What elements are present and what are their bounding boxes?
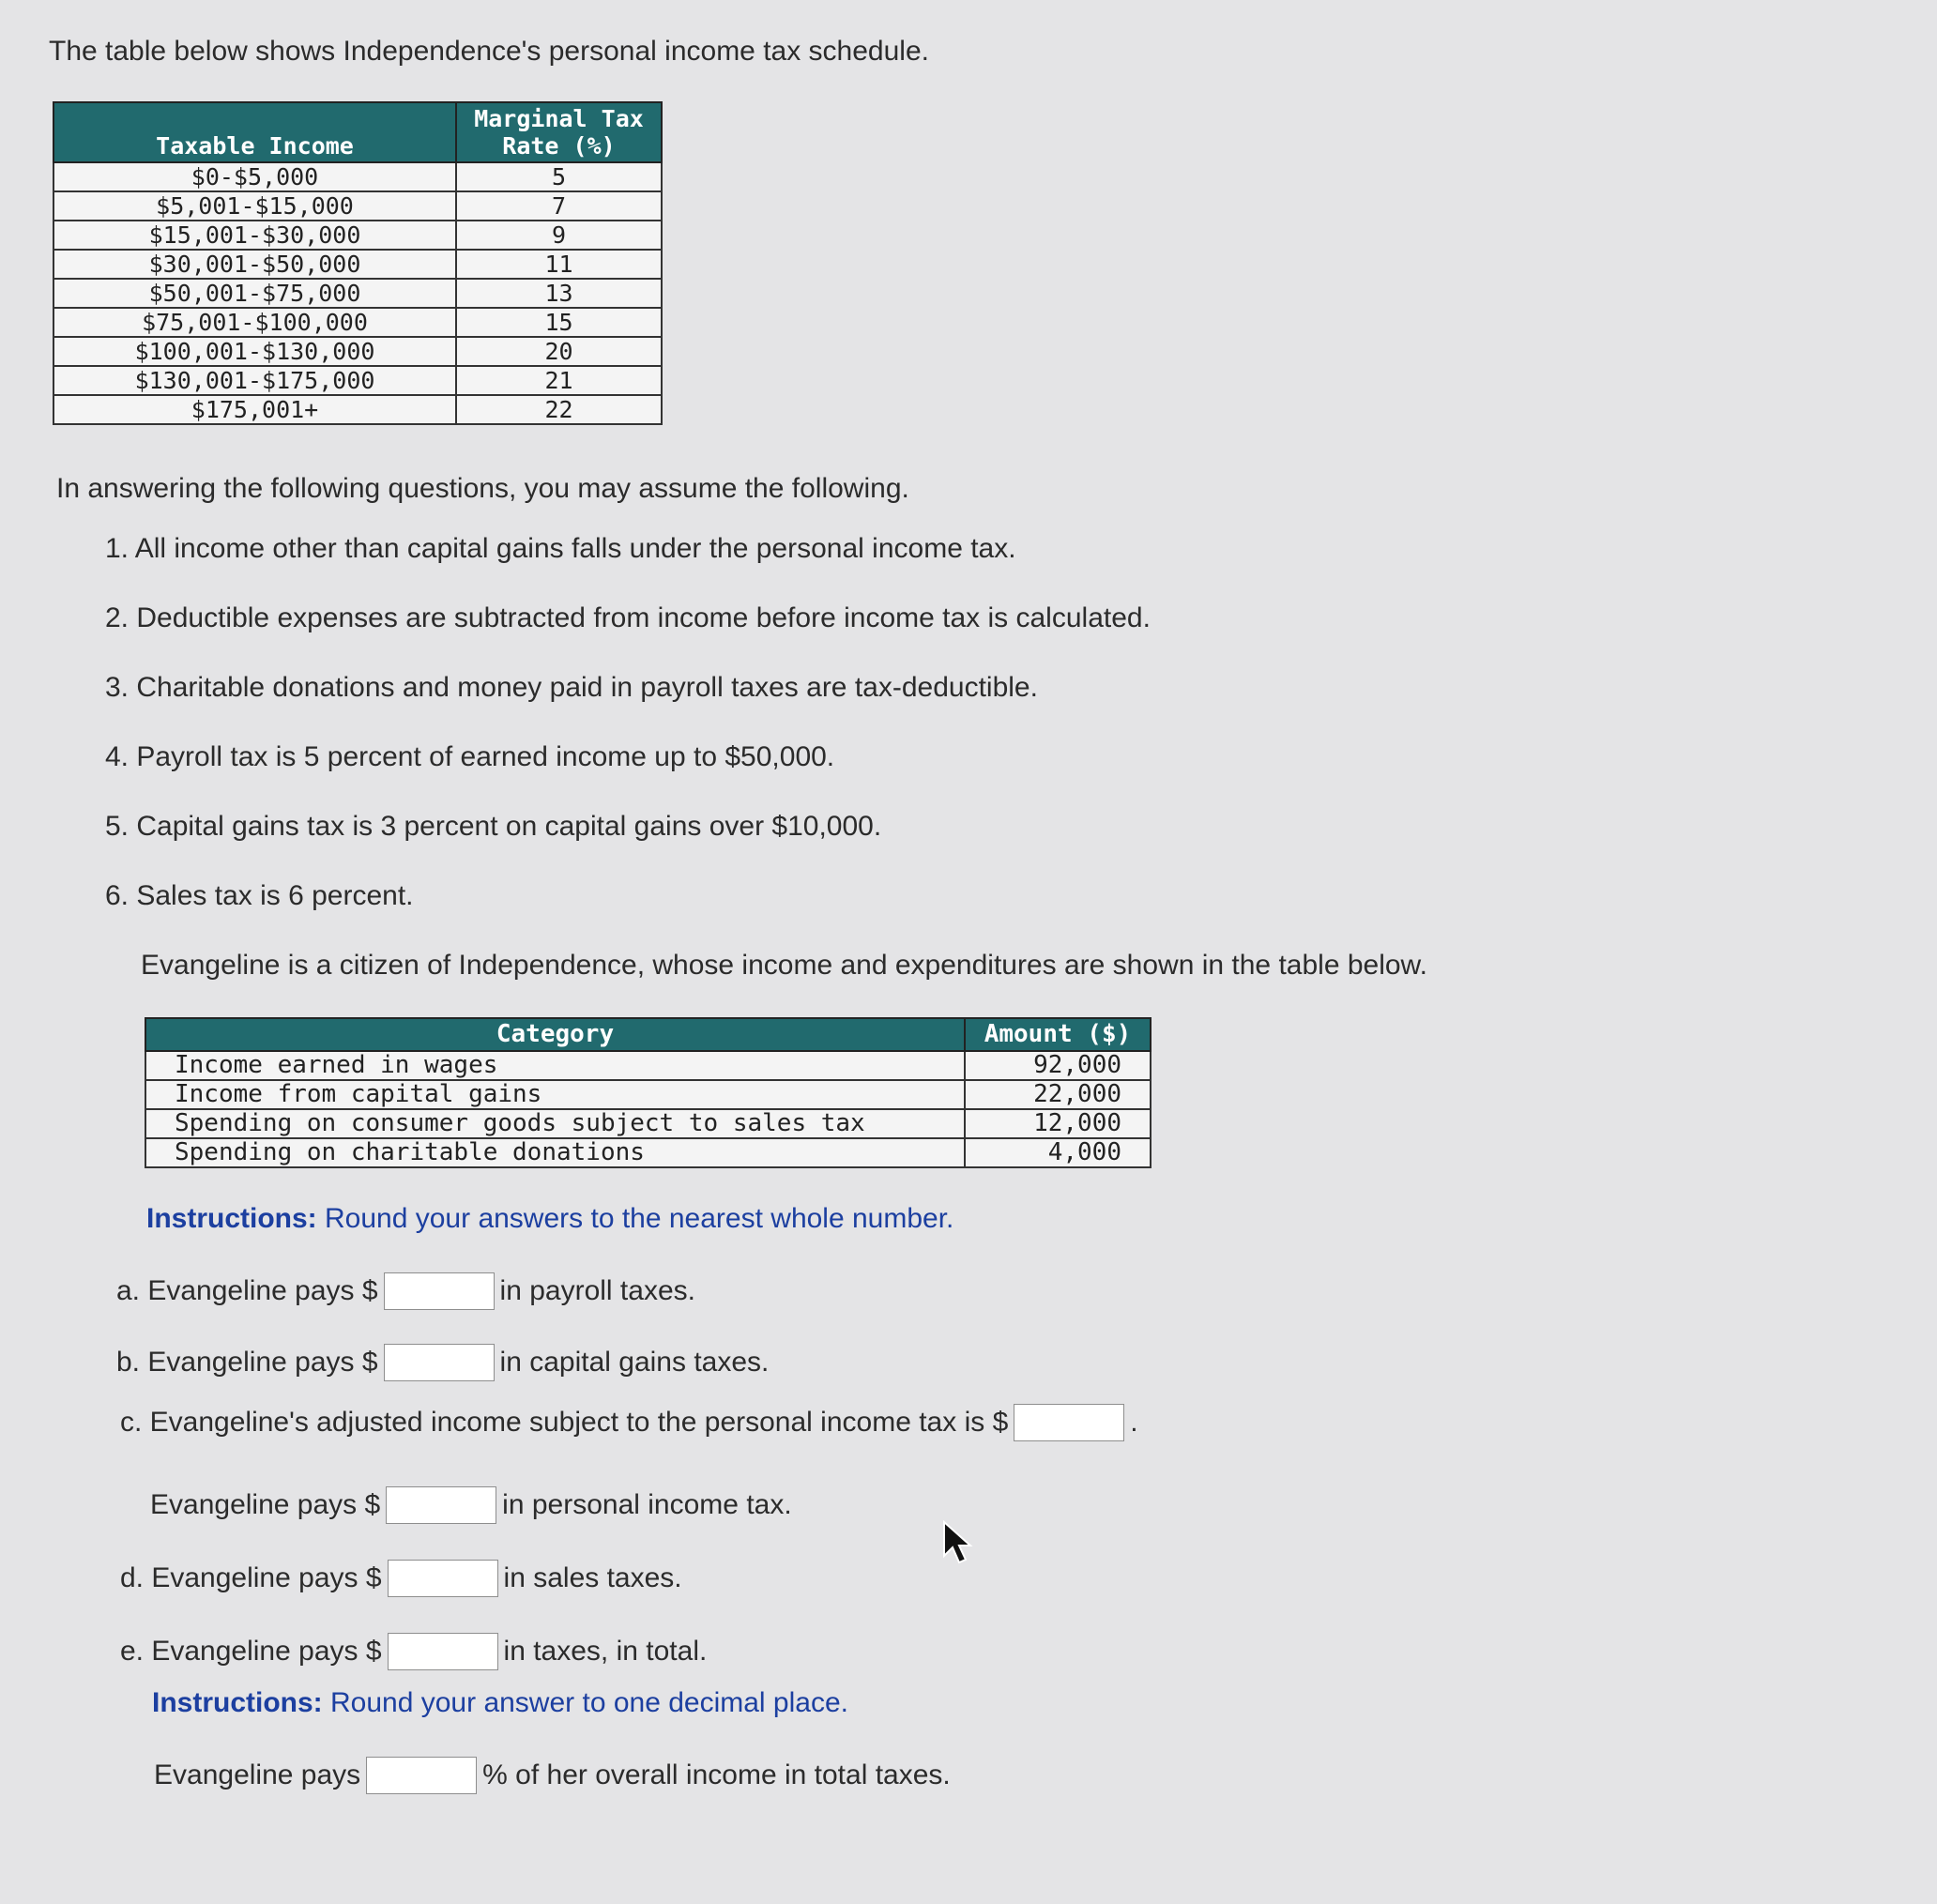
capital-gains-tax-input[interactable] (384, 1344, 495, 1381)
rate-cell: 9 (456, 221, 662, 250)
income-cell: $0-$5,000 (53, 162, 456, 191)
header-marginal-rate: Marginal Tax Rate (%) (456, 102, 662, 162)
question-e-prefix: e. Evangeline pays $ (120, 1636, 382, 1667)
instructions-whole-number (146, 1203, 953, 1235)
question-final-prefix: Evangeline pays (154, 1759, 361, 1790)
header-taxable-income: Taxable Income (53, 102, 456, 162)
evangeline-intro: Evangeline is a citizen of Independence, whose income and expenditures are shown in the table below. (141, 950, 1427, 981)
income-cell: $50,001-$75,000 (53, 279, 456, 308)
amount-cell: 22,000 (965, 1080, 1151, 1109)
question-d-suffix: in sales taxes. (503, 1562, 682, 1593)
instructions-label: Instructions: (146, 1203, 317, 1234)
table-row (53, 279, 662, 308)
question-c2 (150, 1486, 792, 1524)
list-item: 5. Capital gains tax is 3 percent on capital gains over $10,000. (105, 811, 882, 842)
table-row (53, 308, 662, 337)
income-cell: $130,001-$175,000 (53, 366, 456, 395)
list-item: 1. All income other than capital gains falls under the personal income tax. (105, 533, 1016, 564)
intro-text: The table below shows Independence's personal income tax schedule. (49, 36, 929, 67)
sales-tax-input[interactable] (388, 1560, 498, 1597)
assumptions-list (105, 533, 1151, 950)
question-b (116, 1344, 769, 1381)
category-cell: Spending on charitable donations (145, 1138, 965, 1167)
question-c2-prefix: Evangeline pays $ (150, 1489, 381, 1520)
question-c (120, 1404, 1138, 1441)
category-cell: Income from capital gains (145, 1080, 965, 1109)
adjusted-income-input[interactable] (1014, 1404, 1124, 1441)
table-row (145, 1051, 1151, 1080)
question-b-suffix: in capital gains taxes. (499, 1347, 770, 1378)
question-b-prefix: b. Evangeline pays $ (116, 1347, 378, 1378)
tax-schedule-table (53, 101, 663, 425)
income-cell: $30,001-$50,000 (53, 250, 456, 279)
income-cell: $5,001-$15,000 (53, 191, 456, 221)
list-item: 4. Payroll tax is 5 percent of earned income up to $50,000. (105, 741, 835, 772)
table-row (145, 1080, 1151, 1109)
instructions-decimal (152, 1687, 848, 1719)
rate-cell: 22 (456, 395, 662, 424)
table-row (53, 366, 662, 395)
question-a-suffix: in payroll taxes. (499, 1275, 695, 1306)
percent-income-input[interactable] (366, 1757, 477, 1794)
list-item: 3. Charitable donations and money paid in payroll taxes are tax-deductible. (105, 672, 1038, 703)
list-item: 2. Deductible expenses are subtracted from income before income tax is calculated. (105, 602, 1151, 633)
income-cell: $175,001+ (53, 395, 456, 424)
table-row (53, 221, 662, 250)
rate-cell: 20 (456, 337, 662, 366)
table-row (53, 162, 662, 191)
question-c2-suffix: in personal income tax. (502, 1489, 792, 1520)
evangeline-table (145, 1017, 1152, 1168)
assumptions-intro: In answering the following questions, you may assume the following. (56, 473, 909, 504)
mouse-pointer-icon (942, 1520, 974, 1570)
question-c-prefix: c. Evangeline's adjusted income subject to the personal income tax is $ (120, 1407, 1009, 1438)
question-a (116, 1272, 695, 1310)
amount-cell: 92,000 (965, 1051, 1151, 1080)
rate-cell: 5 (456, 162, 662, 191)
amount-cell: 12,000 (965, 1109, 1151, 1138)
income-cell: $75,001-$100,000 (53, 308, 456, 337)
question-e (120, 1633, 707, 1670)
question-d-prefix: d. Evangeline pays $ (120, 1562, 382, 1593)
table-row (53, 250, 662, 279)
header-category: Category (145, 1018, 965, 1051)
question-d (120, 1560, 682, 1597)
rate-cell: 7 (456, 191, 662, 221)
question-a-prefix: a. Evangeline pays $ (116, 1275, 378, 1306)
question-e-suffix: in taxes, in total. (503, 1636, 708, 1667)
rate-cell: 21 (456, 366, 662, 395)
table-row (53, 395, 662, 424)
question-c-suffix: . (1130, 1407, 1138, 1438)
rate-cell: 15 (456, 308, 662, 337)
payroll-tax-input[interactable] (384, 1272, 495, 1310)
amount-cell: 4,000 (965, 1138, 1151, 1167)
header-amount: Amount ($) (965, 1018, 1151, 1051)
list-item: 6. Sales tax is 6 percent. (105, 880, 414, 911)
income-cell: $100,001-$130,000 (53, 337, 456, 366)
table-row (145, 1138, 1151, 1167)
category-cell: Income earned in wages (145, 1051, 965, 1080)
instructions-label: Instructions: (152, 1687, 323, 1718)
instructions-text: Round your answer to one decimal place. (322, 1687, 848, 1718)
income-cell: $15,001-$30,000 (53, 221, 456, 250)
table-row (53, 337, 662, 366)
rate-cell: 13 (456, 279, 662, 308)
rate-cell: 11 (456, 250, 662, 279)
instructions-text: Round your answers to the nearest whole number. (316, 1203, 954, 1234)
category-cell: Spending on consumer goods subject to sales tax (145, 1109, 965, 1138)
question-final (154, 1757, 951, 1794)
question-final-suffix: % of her overall income in total taxes. (482, 1759, 951, 1790)
table-row (53, 191, 662, 221)
total-tax-input[interactable] (388, 1633, 498, 1670)
table-row (145, 1109, 1151, 1138)
personal-income-tax-input[interactable] (386, 1486, 496, 1524)
